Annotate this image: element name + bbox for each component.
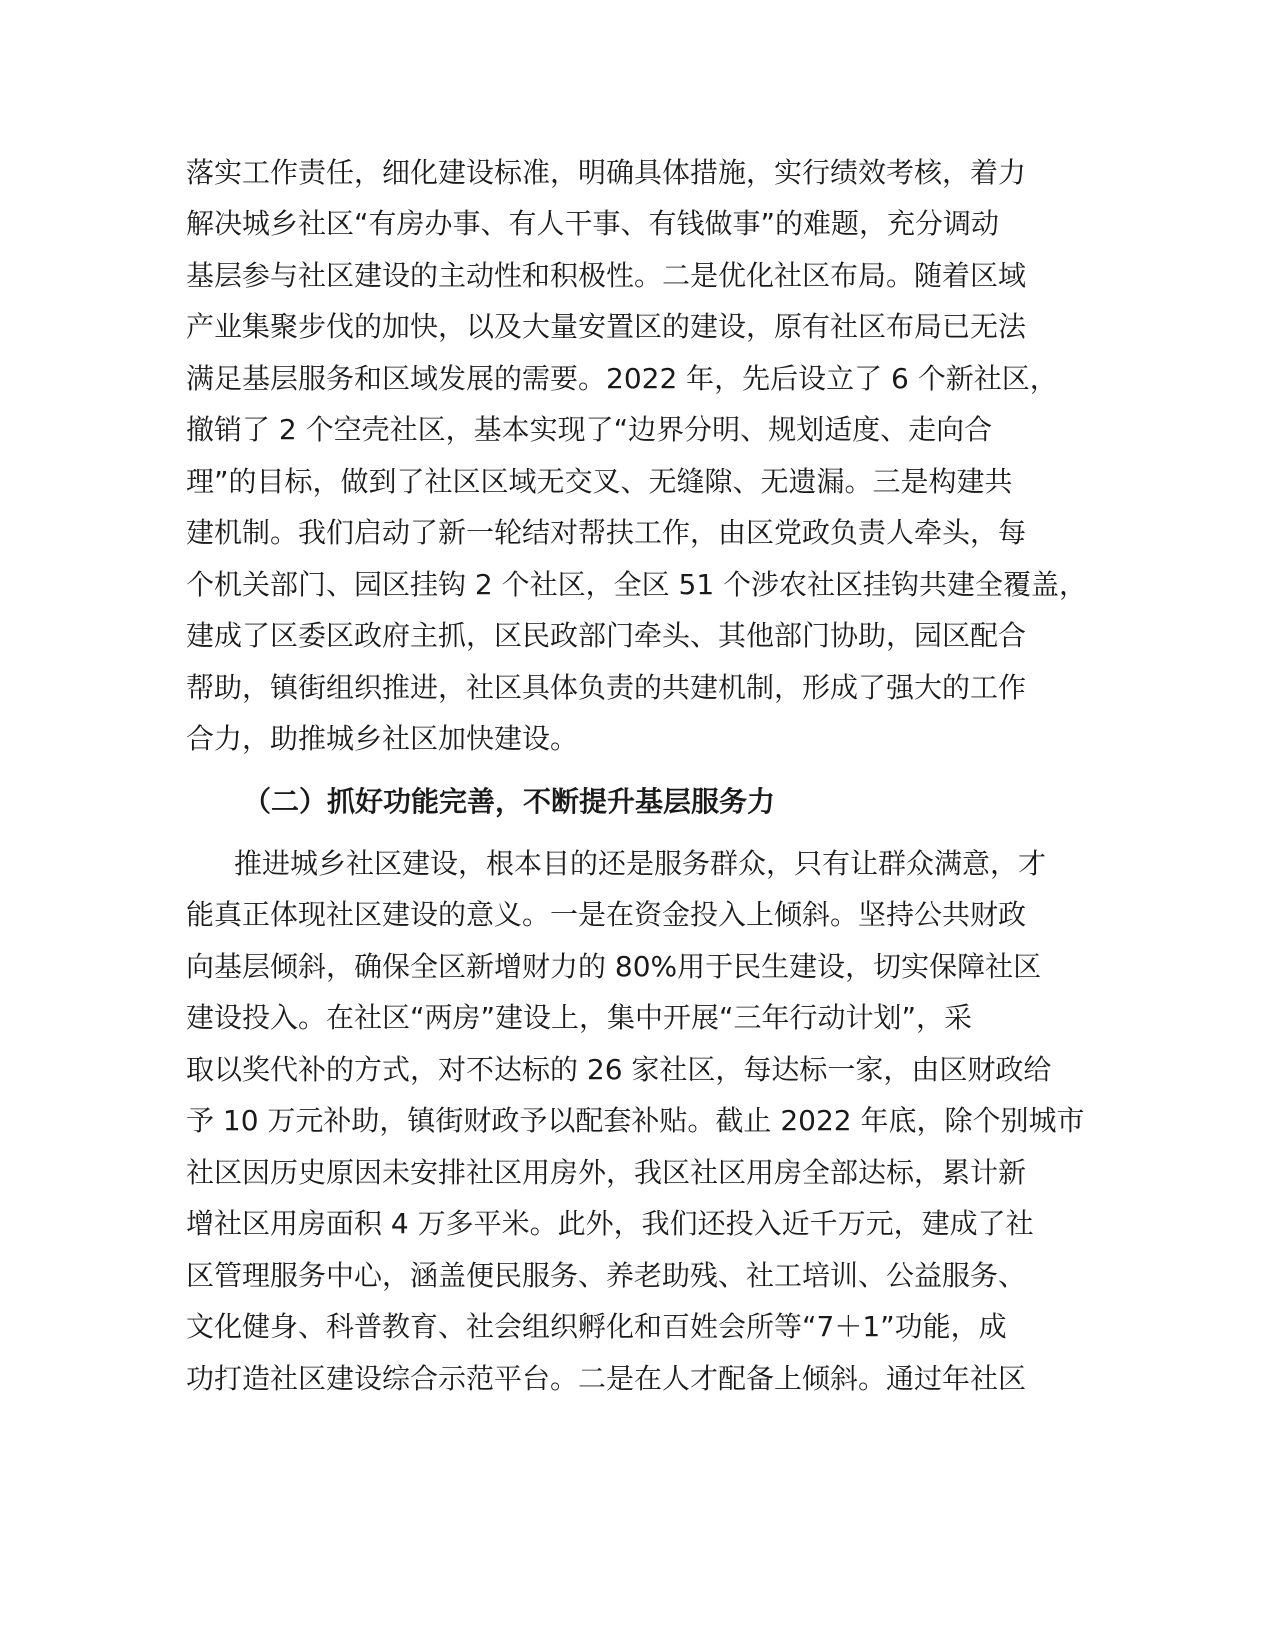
paragraph-line: 社区因历史原因未安排社区用房外，我区社区用房全部达标，累计新 [186, 1156, 1027, 1189]
paragraph-line: 文化健身、科普教育、社会组织孵化和百姓会所等“7＋1”功能，成 [186, 1310, 1007, 1343]
paragraph-line: 产业集聚步伐的加快，以及大量安置区的建设，原有社区布局已无法 [186, 310, 1027, 343]
paragraph-line: 理”的目标，做到了社区区域无交叉、无缝隙、无遗漏。三是构建共 [186, 465, 1013, 498]
paragraph-line: 个机关部门、园区挂钩 2 个社区，全区 51 个涉农社区挂钩共建全覆盖， [186, 568, 1088, 601]
paragraph-line: 功打造社区建设综合示范平台。二是在人才配备上倾斜。通过年社区 [186, 1362, 1027, 1395]
paragraph-line: 建设投入。在社区“两房”建设上，集中开展“三年行动计划”，采 [186, 1001, 973, 1034]
paragraph-line: 满足基层服务和区域发展的需要。2022 年，先后设立了 6 个新社区， [186, 362, 1058, 395]
paragraph-line: 向基层倾斜，确保全区新增财力的 80%用于民生建设，切实保障社区 [186, 950, 1042, 983]
section-heading: （二）抓好功能完善，不断提升基层服务力 [243, 785, 776, 818]
paragraph-line: 能真正体现社区建设的意义。一是在资金投入上倾斜。坚持公共财政 [186, 898, 1027, 931]
paragraph-line: 区管理服务中心，涵盖便民服务、养老助残、社工培训、公益服务、 [186, 1259, 1027, 1292]
paragraph-line: 推进城乡社区建设，根本目的还是服务群众，只有让群众满意，才 [234, 847, 1047, 880]
paragraph-line: 予 10 万元补助，镇街财政予以配套补贴。截止 2022 年底，除个别城市 [186, 1104, 1085, 1137]
paragraph-line: 建机制。我们启动了新一轮结对帮扶工作，由区党政负责人牵头，每 [186, 516, 1027, 549]
paragraph-line: 落实工作责任，细化建设标准，明确具体措施，实行绩效考核，着力 [186, 156, 1027, 189]
paragraph-line: 建成了区委区政府主抓，区民政部门牵头、其他部门协助，园区配合 [186, 619, 1027, 652]
paragraph-line: 帮助，镇街组织推进，社区具体负责的共建机制，形成了强大的工作 [186, 671, 1027, 704]
paragraph-line: 解决城乡社区“有房办事、有人干事、有钱做事”的难题，充分调动 [186, 207, 1000, 240]
paragraph-line: 撤销了 2 个空壳社区，基本实现了“边界分明、规划适度、走向合 [186, 413, 993, 446]
paragraph-line: 基层参与社区建设的主动性和积极性。二是优化社区布局。随着区域 [186, 259, 1027, 292]
paragraph-line: 取以奖代补的方式，对不达标的 26 家社区，每达标一家，由区财政给 [186, 1053, 1052, 1086]
paragraph-line: 合力，助推城乡社区加快建设。 [186, 722, 579, 755]
paragraph-line: 增社区用房面积 4 万多平米。此外，我们还投入近千万元，建成了社 [186, 1207, 1034, 1240]
